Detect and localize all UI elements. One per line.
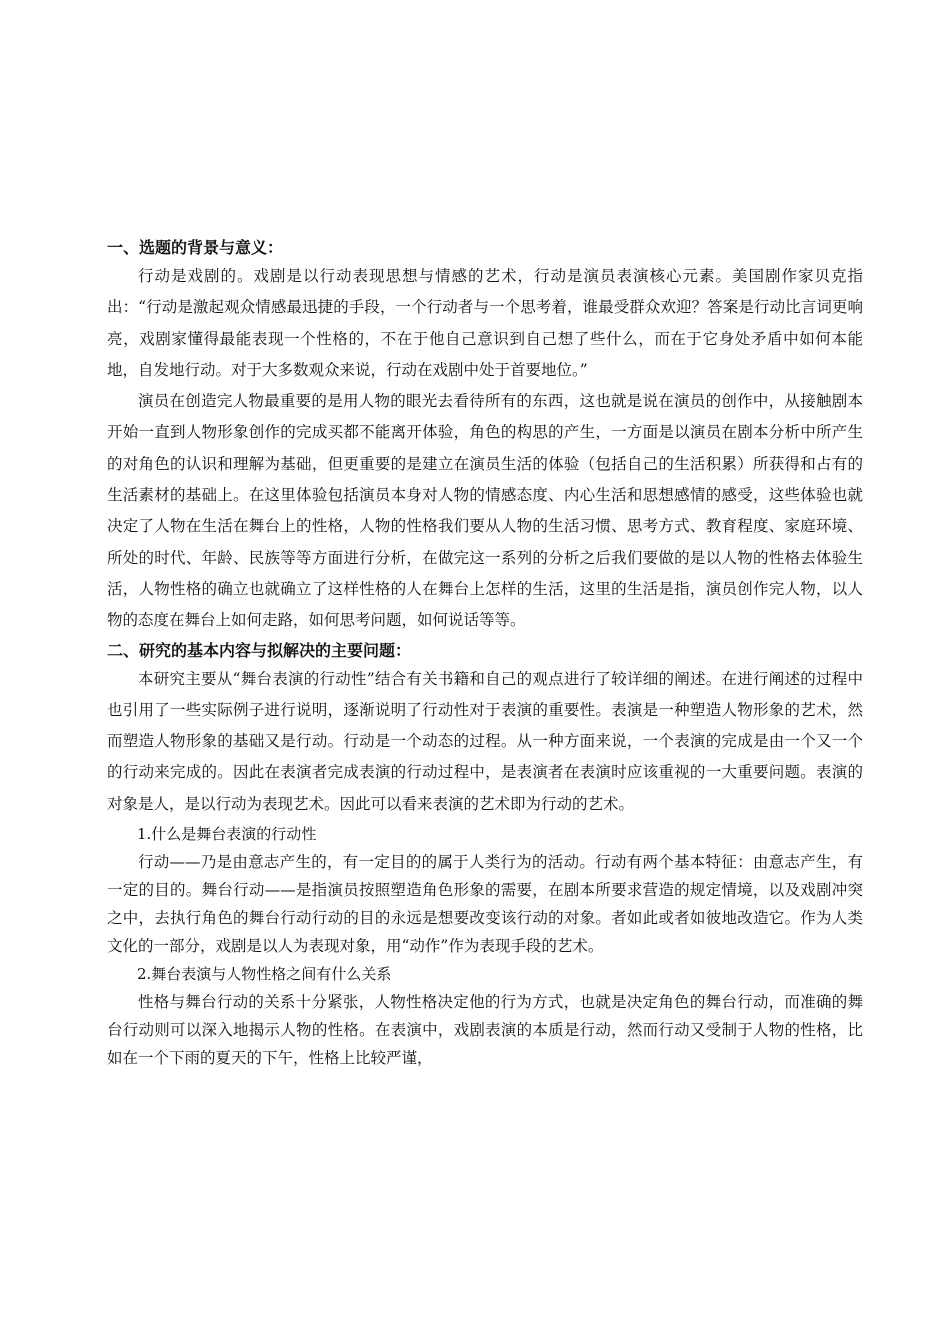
section-1-heading: 一、选题的背景与意义： [107, 238, 284, 257]
subsection-2-text: 性格与舞台行动的关系十分紧张，人物性格决定他的行为方式，也就是决定角色的舞台行动，而准确的舞台行动则可以深入地揭示人物的性格。在表演中，戏剧表演的本质是行动，然而行动又受制于人物的性格，比如在一个下雨的夏天的下午，性格上比较严谨， [107, 993, 863, 1068]
subsection-1-text: 行动——乃是由意志产生的，有一定目的的属于人类行为的活动。行动有两个基本特征：由意志产生，有一定的目的。舞台行动——是指演员按照塑造角色形象的需要，在剧本所要求营造的规定情境，以及戏剧冲突之中，去执行角色的舞台行动行动的目的永远是想要改变该行动的对象。者如此或者如彼地改造它。作为人类文化的一部分，戏剧是以人为表现对象，用“动作”作为表现手段的艺术。 [107, 853, 863, 956]
section-2-paragraph-1: 本研究主要从“舞台表演的行动性”结合有关书籍和自己的观点进行了较详细的阐述。在进行阐述的过程中也引用了一些实际例子进行说明，逐渐说明了行动性对于表演的重要性。表演是一种塑造人物形象的艺术，然而塑造人物形象的基础又是行动。行动是一个动态的过程。从一种方面来说，一个表演的完成是由一个又一个的行动来完成的。因此在表演者完成表演的行动过程中，是表演者在表演时应该重视的一大重要问题。表演的对象是人，是以行动为表现艺术。因此可以看来表演的艺术即为行动的艺术。 [107, 669, 863, 813]
section-1-paragraph-2: 演员在创造完人物最重要的是用人物的眼光去看待所有的东西，这也就是说在演员的创作中，从接触剧本开始一直到人物形象创作的完成买都不能离开体验，角色的构思的产生，一方面是以演员在剧本分析中所产生的对角色的认识和理解为基础，但更重要的是建立在演员生活的体验（包括自己的生活积累）所获得和占有的生活素材的基础上。在这里体验包括演员本身对人物的情感态度、内心生活和思想感情的感受，这些体验也就决定了人物在生活在舞台上的性格，人物的性格我们要从人物的生活习惯、思考方式、教育程度、家庭环境、所处的时代、年龄、民族等等方面进行分析，在做完这一系列的分析之后我们要做的是以人物的性格去体验生活，人物性格的确立也就确立了这样性格的人在舞台上怎样的生活，这里的生活是指，演员创作完人物，以人物的态度在舞台上如何走路，如何思考问题，如何说话等等。 [107, 392, 863, 630]
section-2-heading: 二、研究的基本内容与拟解决的主要问题： [107, 640, 412, 660]
subsection-2-title: 2.舞台表演与人物性格之间有什么关系 [137, 965, 392, 984]
document-page [107, 234, 863, 1072]
section-1-paragraph-1: 行动是戏剧的。戏剧是以行动表现思想与情感的艺术，行动是演员表演核心元素。美国剧作家贝克指出：“行动是激起观众情感最迅捷的手段，一个行动者与一个思考着，谁最受群众欢迎？答案是行动比言词更响亮，戏剧家懂得最能表现一个性格的，不在于他自己意识到自己想了些什么，而在于它身处矛盾中如何本能地，自发地行动。对于大多数观众来说，行动在戏剧中处于首要地位。” [107, 267, 863, 379]
subsection-1-title: 1.什么是舞台表演的行动性 [137, 825, 317, 844]
